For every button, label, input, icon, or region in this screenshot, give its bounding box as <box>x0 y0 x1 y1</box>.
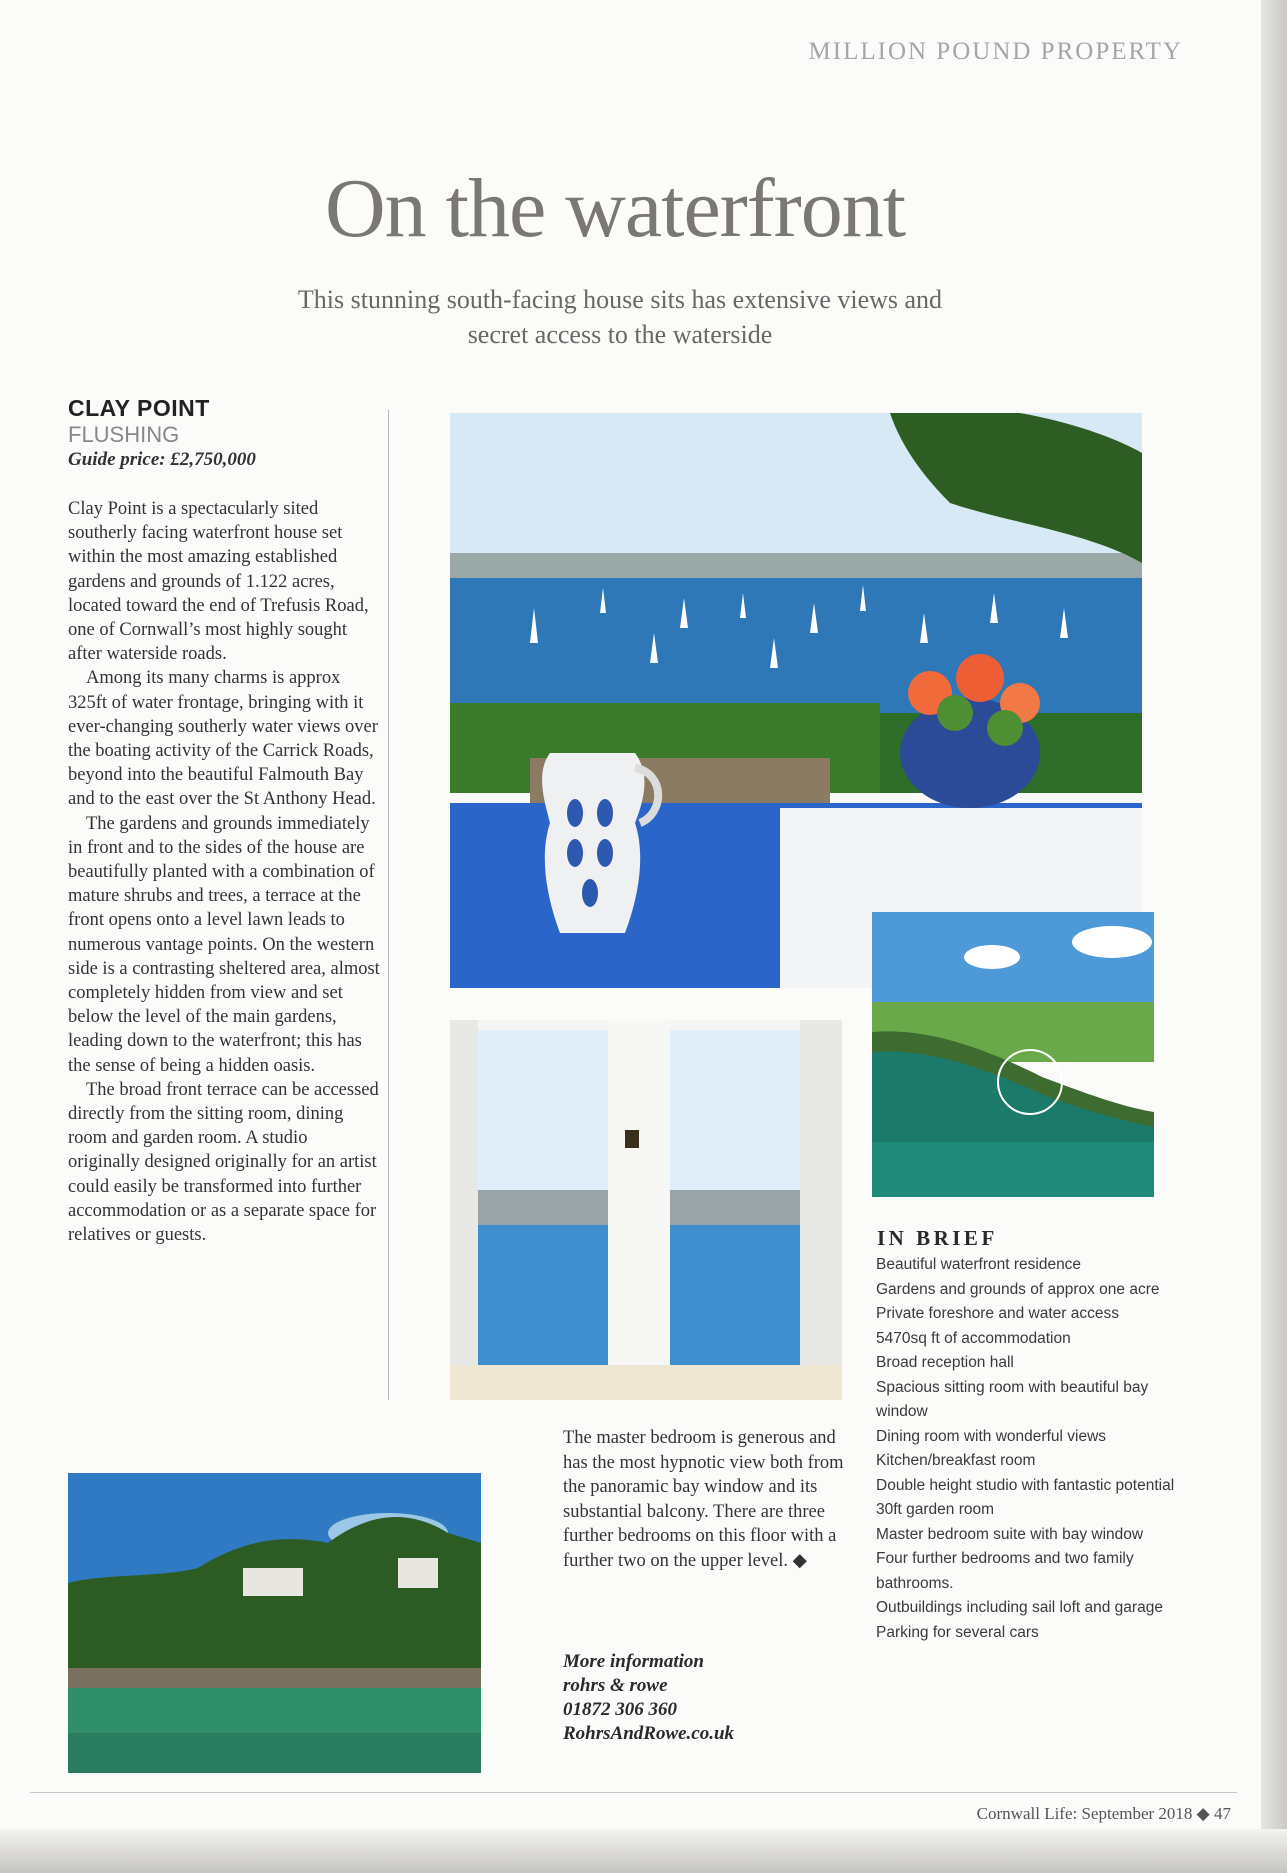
in-brief-item: Double height studio with fantastic potential <box>876 1476 1175 1494</box>
more-info-block <box>563 1650 823 1746</box>
in-brief-item: Broad reception hall <box>876 1354 1014 1371</box>
in-brief-item: Gardens and grounds of approx one acre <box>876 1280 1160 1298</box>
in-brief-item: Four further bedrooms and two family bathrooms. <box>876 1550 1134 1592</box>
body-paragraph: Clay Point is a spectacularly sited southerly facing waterfront house set within the most amazing established gardens and grounds of 1.122 acres, located toward the end of Trefusis Road, one of Cornwall’s most highly sought after waterside roads. <box>68 499 369 665</box>
body-paragraph: The gardens and grounds immediately in front and to the sides of the house are beautifully planted with a combination of mature shrubs and trees, a terrace at the front opens onto a level lawn leads to numerous vantage points. On the western side is a contrasting sheltered area, almost completely hidden from view and set below the level of the main gardens, leading down to the waterfront; this has the sense of being a hidden oasis. <box>68 813 380 1076</box>
agent-name: rohrs & rowe <box>563 1675 668 1696</box>
column-rule <box>388 410 389 1400</box>
in-brief-item: Outbuildings including sail loft and garage <box>876 1599 1163 1616</box>
in-brief-item: Private foreshore and water access <box>876 1305 1119 1322</box>
body-paragraph: The broad front terrace can be accessed directly from the sitting room, dining room and garden room. A studio originally designed originally for an artist could easily be transformed into further accommodation or as a separate space for relatives or guests. <box>68 1079 379 1246</box>
page-folio: Cornwall Life: September 2018 ◆ 47 <box>976 1804 1231 1823</box>
guide-price: Guide price: £2,750,000 <box>68 449 256 470</box>
in-brief-title: IN BRIEF <box>877 1226 998 1250</box>
section-label: MILLION POUND PROPERTY <box>808 38 1183 65</box>
standfirst: This stunning south-facing house sits has extensive views and secret access to the waterside <box>297 285 943 349</box>
harbour-terrace-photo <box>450 413 1142 988</box>
property-name: CLAY POINT <box>68 395 210 421</box>
house-from-water-photo <box>68 1473 481 1773</box>
in-brief-item: Beautiful waterfront residence <box>876 1256 1082 1273</box>
page-edge-shadow <box>0 1829 1287 1873</box>
headline: On the waterfront <box>324 162 906 255</box>
agent-phone: 01872 306 360 <box>563 1699 677 1720</box>
more-info-heading: More information <box>563 1651 704 1672</box>
in-brief-item: Dining room with wonderful views <box>876 1427 1107 1445</box>
property-location: FLUSHING <box>68 422 180 447</box>
article-body <box>68 497 380 1247</box>
agent-website: RohrsAndRowe.co.uk <box>563 1723 735 1744</box>
in-brief-item: 30ft garden room <box>876 1501 995 1518</box>
body-paragraph: Among its many charms is approx 325ft of water frontage, bringing with it ever-changing southerly water views over the boating activity of the Carrick Roads, beyond into the beautiful Falmouth Bay and to the east over the St Anthony Head. <box>68 668 378 810</box>
left-column <box>68 395 380 1247</box>
bedroom-paragraph: The master bedroom is generous and has the most hypnotic view both from the panoramic bay window and its substantial balcony. There are three further bedrooms on this floor with a further two on the upper level. ◆ <box>563 1428 844 1571</box>
in-brief-list <box>876 1253 1176 1645</box>
in-brief-item: Master bedroom suite with bay window <box>876 1525 1144 1543</box>
in-brief-item: Parking for several cars <box>876 1623 1039 1641</box>
footer-rule <box>30 1792 1237 1793</box>
aerial-coast-photo <box>872 912 1154 1197</box>
page-spine <box>1261 0 1287 1873</box>
bay-window-photo <box>450 1020 842 1400</box>
in-brief-item: 5470sq ft of accommodation <box>876 1329 1071 1347</box>
in-brief-item: Kitchen/breakfast room <box>876 1452 1036 1469</box>
in-brief-item: Spacious sitting room with beautiful bay window <box>876 1378 1149 1420</box>
